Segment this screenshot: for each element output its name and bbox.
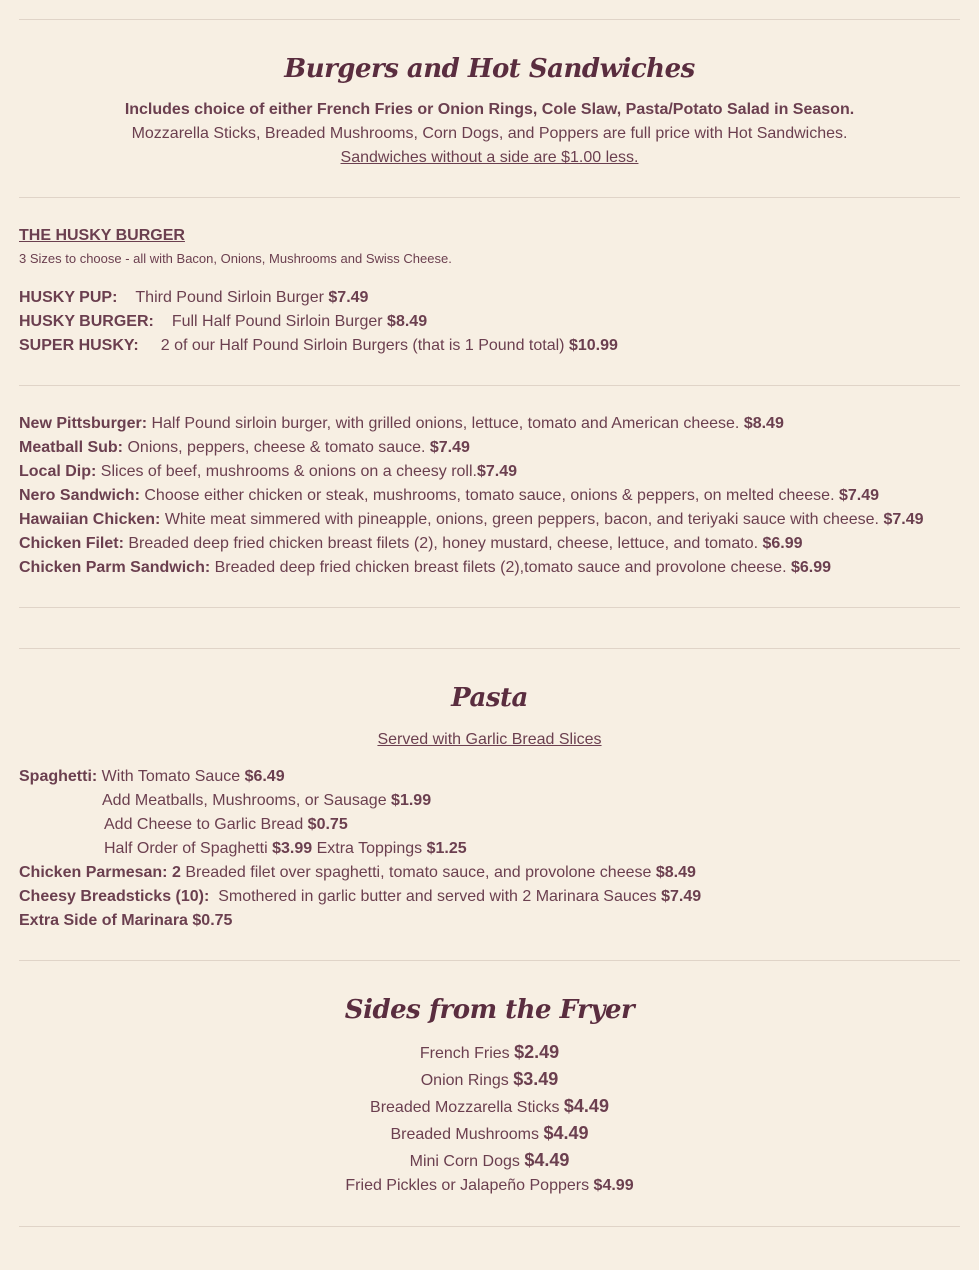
item-name: Chicken Filet: (19, 535, 124, 552)
item-name: Chicken Parmesan: 2 (19, 864, 181, 881)
divider (19, 197, 960, 198)
item-name: Onion Rings (420, 1072, 509, 1089)
item-name: Extra Side of Marinara (19, 912, 188, 929)
item-name: Mini Corn Dogs (409, 1153, 520, 1170)
sandwich-row (19, 487, 879, 505)
item-price: $8.49 (655, 864, 696, 881)
item-desc: 2 of our Half Pound Sirloin Burgers (that is 1 Pound total) (160, 337, 565, 354)
item-name: Meatball Sub: (19, 439, 124, 456)
item-name: Fried Pickles or Jalapeño Poppers (345, 1177, 590, 1194)
item-desc: Slices of beef, mushrooms & onions on a cheesy roll. (100, 463, 477, 480)
item-desc: Smothered in garlic butter and served with 2 Marinara Sauces (218, 888, 657, 905)
item-price: $6.99 (790, 559, 832, 576)
item-desc: Half Pound sirloin burger, with grilled onions, lettuce, tomato and American cheese. (151, 415, 740, 432)
item-price: $7.49 (838, 487, 880, 504)
sandwich-row (19, 439, 470, 457)
divider (19, 19, 960, 20)
item-price: $4.49 (524, 1150, 570, 1170)
item-price: $0.75 (307, 816, 348, 833)
pasta-row (19, 912, 232, 930)
item-desc: Half Order of Spaghetti (104, 840, 268, 857)
item-name: HUSKY PUP: (19, 289, 118, 306)
item-price: $7.49 (661, 888, 702, 905)
husky-note: 3 Sizes to choose - all with Bacon, Onions, Mushrooms and Swiss Cheese. (19, 251, 452, 266)
burgers-intro-1: Includes choice of either French Fries or Onion Rings, Cole Slaw, Pasta/Potato Salad in Season. (124, 101, 855, 118)
divider (19, 1226, 960, 1227)
item-price: $4.99 (593, 1177, 634, 1194)
pasta-addon-row (102, 792, 431, 810)
divider (19, 960, 960, 961)
fryer-item (0, 1042, 979, 1063)
item-price: $10.99 (568, 337, 618, 354)
item-price: $0.75 (192, 912, 233, 929)
item-price: $6.49 (244, 768, 285, 785)
item-name: Spaghetti: (19, 768, 98, 785)
section-title-fryer: Sides from the Fryer (344, 995, 635, 1025)
item-name: Cheesy Breadsticks (10): (19, 888, 210, 905)
item-name: Breaded Mushrooms (390, 1126, 539, 1143)
fryer-item (0, 1150, 979, 1171)
item-price: $7.49 (429, 439, 470, 456)
pasta-row (19, 768, 285, 786)
fryer-item (0, 1069, 979, 1090)
pasta-addon-row (104, 816, 348, 834)
item-desc: Breaded deep fried chicken breast filets (2), honey mustard, cheese, lettuce, and tomato. (128, 535, 759, 552)
sandwich-row (19, 415, 784, 433)
item-name: Chicken Parm Sandwich: (19, 559, 211, 576)
item-desc: Breaded filet over spaghetti, tomato sauce, and provolone cheese (185, 864, 652, 881)
item-price: $1.25 (426, 840, 467, 857)
item-name: Local Dip: (19, 463, 97, 480)
divider (19, 607, 960, 608)
item-price: $7.49 (883, 511, 924, 528)
item-desc: Add Cheese to Garlic Bread (104, 816, 304, 833)
fryer-item (0, 1123, 979, 1144)
pasta-row (19, 888, 701, 906)
burgers-intro-2: Mozzarella Sticks, Breaded Mushrooms, Corn Dogs, and Poppers are full price with Hot Sandwiches. (131, 125, 848, 142)
pasta-row (19, 864, 696, 882)
item-desc: Onions, peppers, cheese & tomato sauce. (127, 439, 426, 456)
item-name: HUSKY BURGER: (19, 313, 154, 330)
item-price: $8.49 (743, 415, 784, 432)
item-desc: Extra Toppings (316, 840, 423, 857)
item-name: Breaded Mozzarella Sticks (370, 1099, 560, 1116)
sandwich-row (19, 463, 517, 481)
item-price: $7.49 (328, 289, 369, 306)
item-price: $4.49 (543, 1123, 589, 1143)
burgers-intro-3: Sandwiches without a side are $1.00 less. (340, 149, 639, 166)
item-desc: Breaded deep fried chicken breast filets (2),tomato sauce and provolone cheese. (214, 559, 787, 576)
item-desc: Full Half Pound Sirloin Burger (171, 313, 383, 330)
item-price: $8.49 (387, 313, 428, 330)
item-price: $3.49 (513, 1069, 559, 1089)
item-price: $6.99 (762, 535, 803, 552)
item-name: New Pittsburger: (19, 415, 148, 432)
item-price: $7.49 (476, 463, 518, 480)
item-desc: Add Meatballs, Mushrooms, or Sausage (102, 792, 387, 809)
sandwich-row (19, 535, 803, 553)
fryer-item (0, 1096, 979, 1117)
item-name: SUPER HUSKY: (19, 337, 139, 354)
divider (19, 385, 960, 386)
husky-title: THE HUSKY BURGER (19, 227, 185, 244)
husky-size-row (19, 337, 618, 355)
husky-size-row (19, 313, 427, 331)
divider (19, 648, 960, 649)
item-price: $3.99 (272, 840, 313, 857)
pasta-subtitle: Served with Garlic Bread Slices (377, 731, 602, 748)
item-price: $2.49 (514, 1042, 560, 1062)
pasta-addon-row (104, 840, 467, 858)
item-name: French Fries (419, 1045, 510, 1062)
item-desc: Choose either chicken or steak, mushrooms, tomato sauce, onions & peppers, on melted cheese. (144, 487, 835, 504)
item-price: $4.49 (563, 1096, 609, 1116)
sandwich-row (19, 511, 924, 529)
fryer-item (0, 1177, 979, 1195)
section-title-pasta: Pasta (451, 683, 528, 713)
item-name: Hawaiian Chicken: (19, 511, 161, 528)
item-desc: Third Pound Sirloin Burger (135, 289, 324, 306)
item-desc: White meat simmered with pineapple, onions, green peppers, bacon, and teriyaki sauce with cheese. (164, 511, 879, 528)
section-title-burgers: Burgers and Hot Sandwiches (284, 54, 695, 84)
item-name: Nero Sandwich: (19, 487, 140, 504)
husky-size-row (19, 289, 368, 307)
item-price: $1.99 (391, 792, 432, 809)
sandwich-row (19, 559, 831, 577)
item-desc: With Tomato Sauce (101, 768, 241, 785)
